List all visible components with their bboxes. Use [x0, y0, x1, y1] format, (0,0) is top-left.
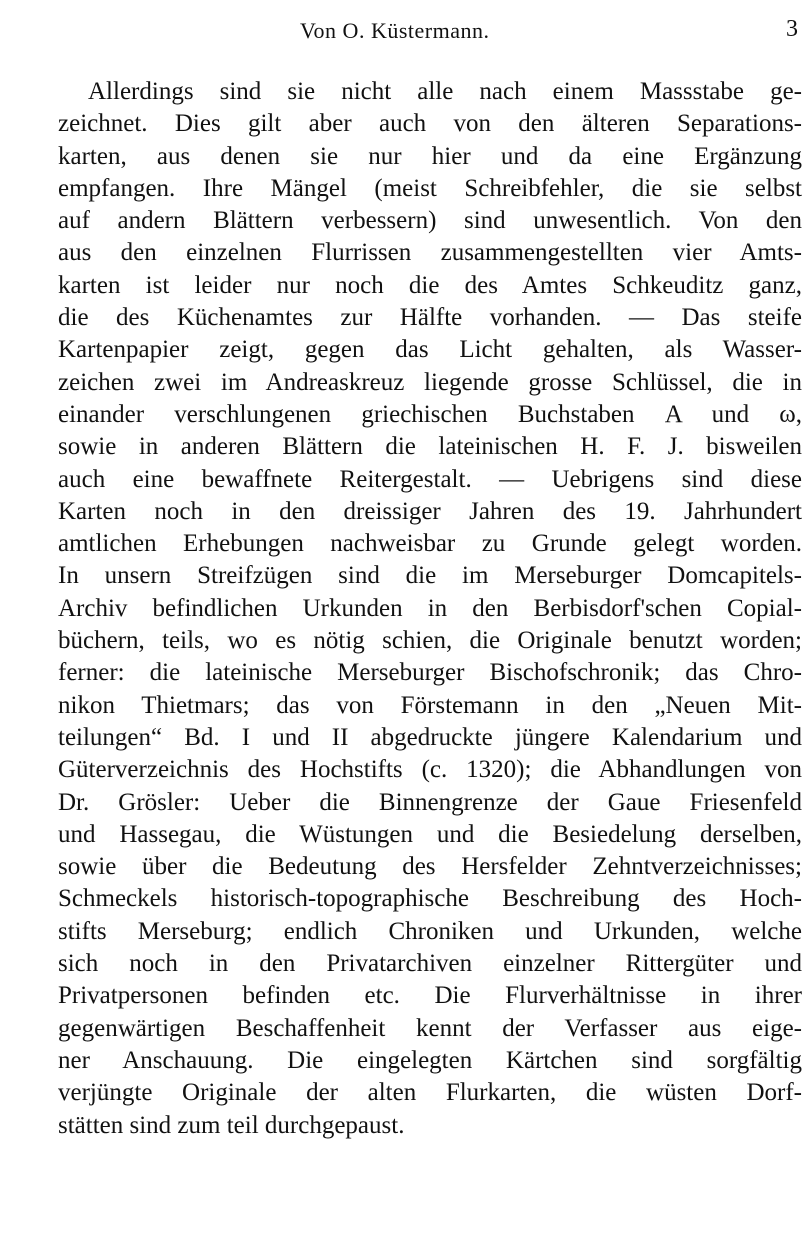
- text-line: Archiv befindlichen Urkunden in den Berbisdorf'schen Copial-: [58, 594, 802, 622]
- text-line: Allerdings sind sie nicht alle nach einem Massstabe ge-: [88, 78, 802, 105]
- text-line: nikon Thietmars; das von Förstemann in den „Neuen Mit-: [58, 691, 802, 719]
- body-paragraph: [58, 76, 802, 1142]
- text-line: Güterverzeichnis des Hochstifts (c. 1320); die Abhandlungen von: [58, 756, 802, 784]
- text-line: amtlichen Erhebungen nachweisbar zu Grunde gelegt worden.: [58, 530, 802, 558]
- text-line: karten, aus denen sie nur hier und da eine Ergänzung: [58, 142, 802, 170]
- text-line: stifts Merseburg; endlich Chroniken und Urkunden, welche: [58, 917, 802, 945]
- text-line: und Hassegau, die Wüstungen und die Besiedelung derselben,: [58, 820, 802, 848]
- text-line: ner Anschauung. Die eingelegten Kärtchen sind sorgfältig: [58, 1046, 802, 1074]
- page-header: [0, 14, 812, 48]
- text-line: sowie in anderen Blättern die lateinischen H. F. J. bisweilen: [58, 433, 802, 461]
- text-line: Dr. Grösler: Ueber die Binnengrenze der Gaue Friesenfeld: [58, 788, 802, 816]
- text-line: einander verschlungenen griechischen Buchstaben Α und ω,: [58, 400, 802, 428]
- text-line: zeichnet. Dies gilt aber auch von den älteren Separations-: [58, 110, 802, 138]
- text-line: teilungen“ Bd. I und II abgedruckte jüngere Kalendarium und: [58, 723, 802, 751]
- text-line: zeichen zwei im Andreaskreuz liegende grosse Schlüssel, die in: [58, 368, 802, 396]
- page-number: 3: [786, 16, 798, 42]
- text-line: Kartenpapier zeigt, gegen das Licht gehalten, als Wasser-: [58, 336, 802, 364]
- text-line: Karten noch in den dreissiger Jahren des 19. Jahrhundert: [58, 497, 802, 525]
- text-line: auf andern Blättern verbessern) sind unwesentlich. Von den: [58, 207, 802, 235]
- text-line: sich noch in den Privatarchiven einzelner Rittergüter und: [58, 950, 802, 978]
- text-line: Privatpersonen befinden etc. Die Flurverhältnisse in ihrer: [58, 982, 802, 1010]
- text-line: auch eine bewaffnete Reitergestalt. — Uebrigens sind diese: [58, 465, 802, 493]
- text-line: die des Küchenamtes zur Hälfte vorhanden. — Das steife: [58, 304, 802, 332]
- text-line: ferner: die lateinische Merseburger Bischofschronik; das Chro-: [58, 659, 802, 687]
- text-line: sowie über die Bedeutung des Hersfelder Zehntverzeichnisses;: [58, 853, 802, 881]
- running-title: Von O. Küstermann.: [300, 18, 490, 43]
- text-line: büchern, teils, wo es nötig schien, die Originale benutzt worden;: [58, 627, 802, 655]
- text-line: Schmeckels historisch-topographische Beschreibung des Hoch-: [58, 885, 802, 913]
- text-line: empfangen. Ihre Mängel (meist Schreibfehler, die sie selbst: [58, 174, 802, 202]
- text-line: karten ist leider nur noch die des Amtes Schkeuditz ganz,: [58, 271, 802, 299]
- text-line: stätten sind zum teil durchgepaust.: [58, 1111, 405, 1139]
- text-line: gegenwärtigen Beschaffenheit kennt der Verfasser aus eige-: [58, 1014, 802, 1042]
- text-line: In unsern Streifzügen sind die im Merseburger Domcapitels-: [58, 562, 802, 590]
- text-line: aus den einzelnen Flurrissen zusammengestellten vier Amts-: [58, 239, 802, 267]
- text-line: verjüngte Originale der alten Flurkarten, die wüsten Dorf-: [58, 1079, 802, 1107]
